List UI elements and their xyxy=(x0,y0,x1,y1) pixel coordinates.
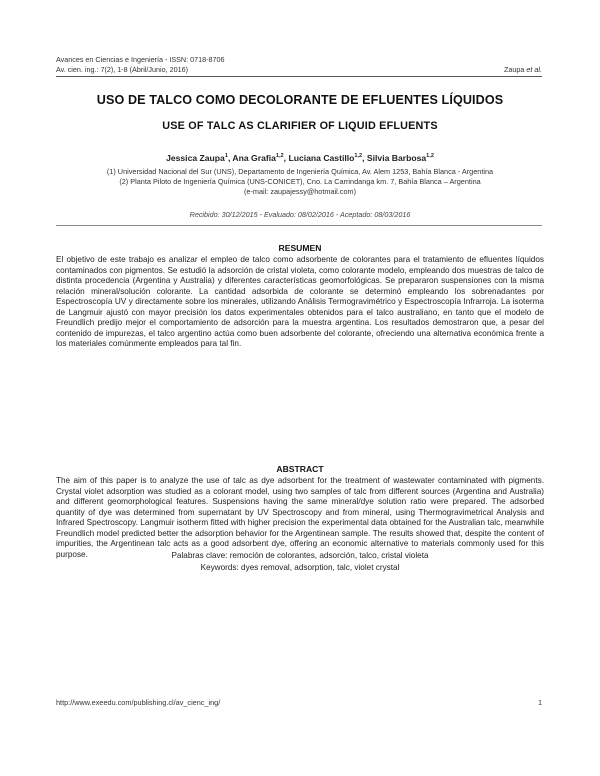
title-spanish: USO DE TALCO COMO DECOLORANTE DE EFLUENTES LÍQUIDOS xyxy=(96,93,504,107)
author-affiliation-mark: 1 xyxy=(224,153,228,159)
author: Jessica Zaupa$^1$, xyxy=(166,153,233,163)
author-affiliation-mark: 1,2 xyxy=(275,153,284,159)
citation-line: Av. cien. ing.: 7(2), 1-8 (Abril/Junio, 2016) xyxy=(56,65,188,74)
affiliation-2: (2) Planta Piloto de Ingeniería Química (UNS-CONICET), Cno. La Carrindanga km. 7, Bahía Blanca – Argentina xyxy=(119,177,481,187)
title-english: USE OF TALC AS CLARIFIER OF LIQUID EFLUENTS xyxy=(162,120,438,132)
resumen-heading: RESUMEN xyxy=(278,243,322,253)
contact-email[interactable]: (e-mail: zaupajessy@hotmail.com) xyxy=(243,187,357,197)
journal-header xyxy=(56,55,224,75)
keywords-english: Keywords: dyes removal, adsorption, talc, violet crystal xyxy=(200,562,400,572)
running-author-suffix: et al. xyxy=(526,65,542,74)
author-affiliation-mark: 1,2 xyxy=(426,153,434,159)
abstract-text: The aim of this paper is to analyze the use of talc as dye adsorbent for the treatment of wastewater contaminated with pigments. Crystal violet adsorption was studied as a colorant model, using two samples of talc from different sources (Argentina and Australia) and different geomorphological features. Suspensions having the same mineral/dye solution ratio were prepared. The adsorbed quantity of dye was determined from supernatant by UV Spectroscopy and from mineral, using Thermogravimetrical Analysis and Infrared Spectroscopy. Langmuir isotherm fitted with higher precision the experimental data obtained for the Australian talc, meanwhile Freundlich model predicted better the adsorption behavior for the Argentinean sample. The results showed that, despite the content of impurities, the Argentinean talc acts as a good adsorbent dye, offering an economic alternative to materials commonly used for this purpose. xyxy=(56,476,544,559)
footer-url-link[interactable]: http://www.exeedu.com/publishing.cl/av_cienc_ing/ xyxy=(56,698,221,707)
author-list xyxy=(0,153,600,163)
author: Luciana Castillo$^{1,2}$, xyxy=(288,153,367,163)
abstract-heading: ABSTRACT xyxy=(276,464,324,474)
keywords-spanish: Palabras clave: remoción de colorantes, adsorción, talco, cristal violeta xyxy=(171,551,429,560)
submission-dates: Recibido: 30/12/2015 - Evaluado: 08/02/2016 - Aceptado: 08/03/2016 xyxy=(189,210,411,219)
running-author xyxy=(504,65,542,74)
running-author-name: Zaupa xyxy=(504,65,525,74)
author-affiliation-mark: 1,2 xyxy=(354,153,363,159)
affiliations xyxy=(0,167,600,198)
author: Silvia Barbosa$^{1,2}$ xyxy=(366,153,434,163)
dates-divider xyxy=(56,225,542,226)
journal-line: Avances en Ciencias e Ingeniería - ISSN: 0718-8706 xyxy=(56,55,225,64)
page-number: 1 xyxy=(537,698,542,707)
author: Ana Grafia$^{1,2}$, xyxy=(232,153,289,163)
affiliation-1: (1) Universidad Nacional del Sur (UNS), Departamento de Ingeniería Química, Av. Alem 1253, Bahía Blanca - Argentina xyxy=(106,167,494,176)
keywords-block xyxy=(0,550,600,573)
resumen-text: El objetivo de este trabajo es analizar el empleo de talco como adsorbente de colorantes para el tratamiento de efluentes líquidos contaminados con pigmentos. Se estudió la adsorción de cristal violeta, como colorante modelo, empleando dos muestras de talco de distinta procedencia (Argentina y Australia) y diferentes características geomorfológicas. Se prepararon suspensiones con la misma relación mineral/solución colorante. La cantidad adsorbida de colorante se determinó empleando los sobrenadantes por Espectroscopía UV y directamente sobre los minerales, utilizando Análisis Termogravimétrico y Espectroscopía Infrarroja. La isoterma de Langmuir ajustó con mayor precisión los datos experimentales obtenidos para el talco australiano, en tanto que el modelo de Freundlich predijo mejor el comportamiento de adsorción para la muestra argentina. Los resultados demostraron que, a pesar del contenido de impurezas, el talco argentino actúa como buen adsorbente del colorante, ofreciendo una alternativa económica frente a los materiales comúnmente empleados para tal fin. xyxy=(56,255,544,348)
header-divider xyxy=(56,76,542,77)
